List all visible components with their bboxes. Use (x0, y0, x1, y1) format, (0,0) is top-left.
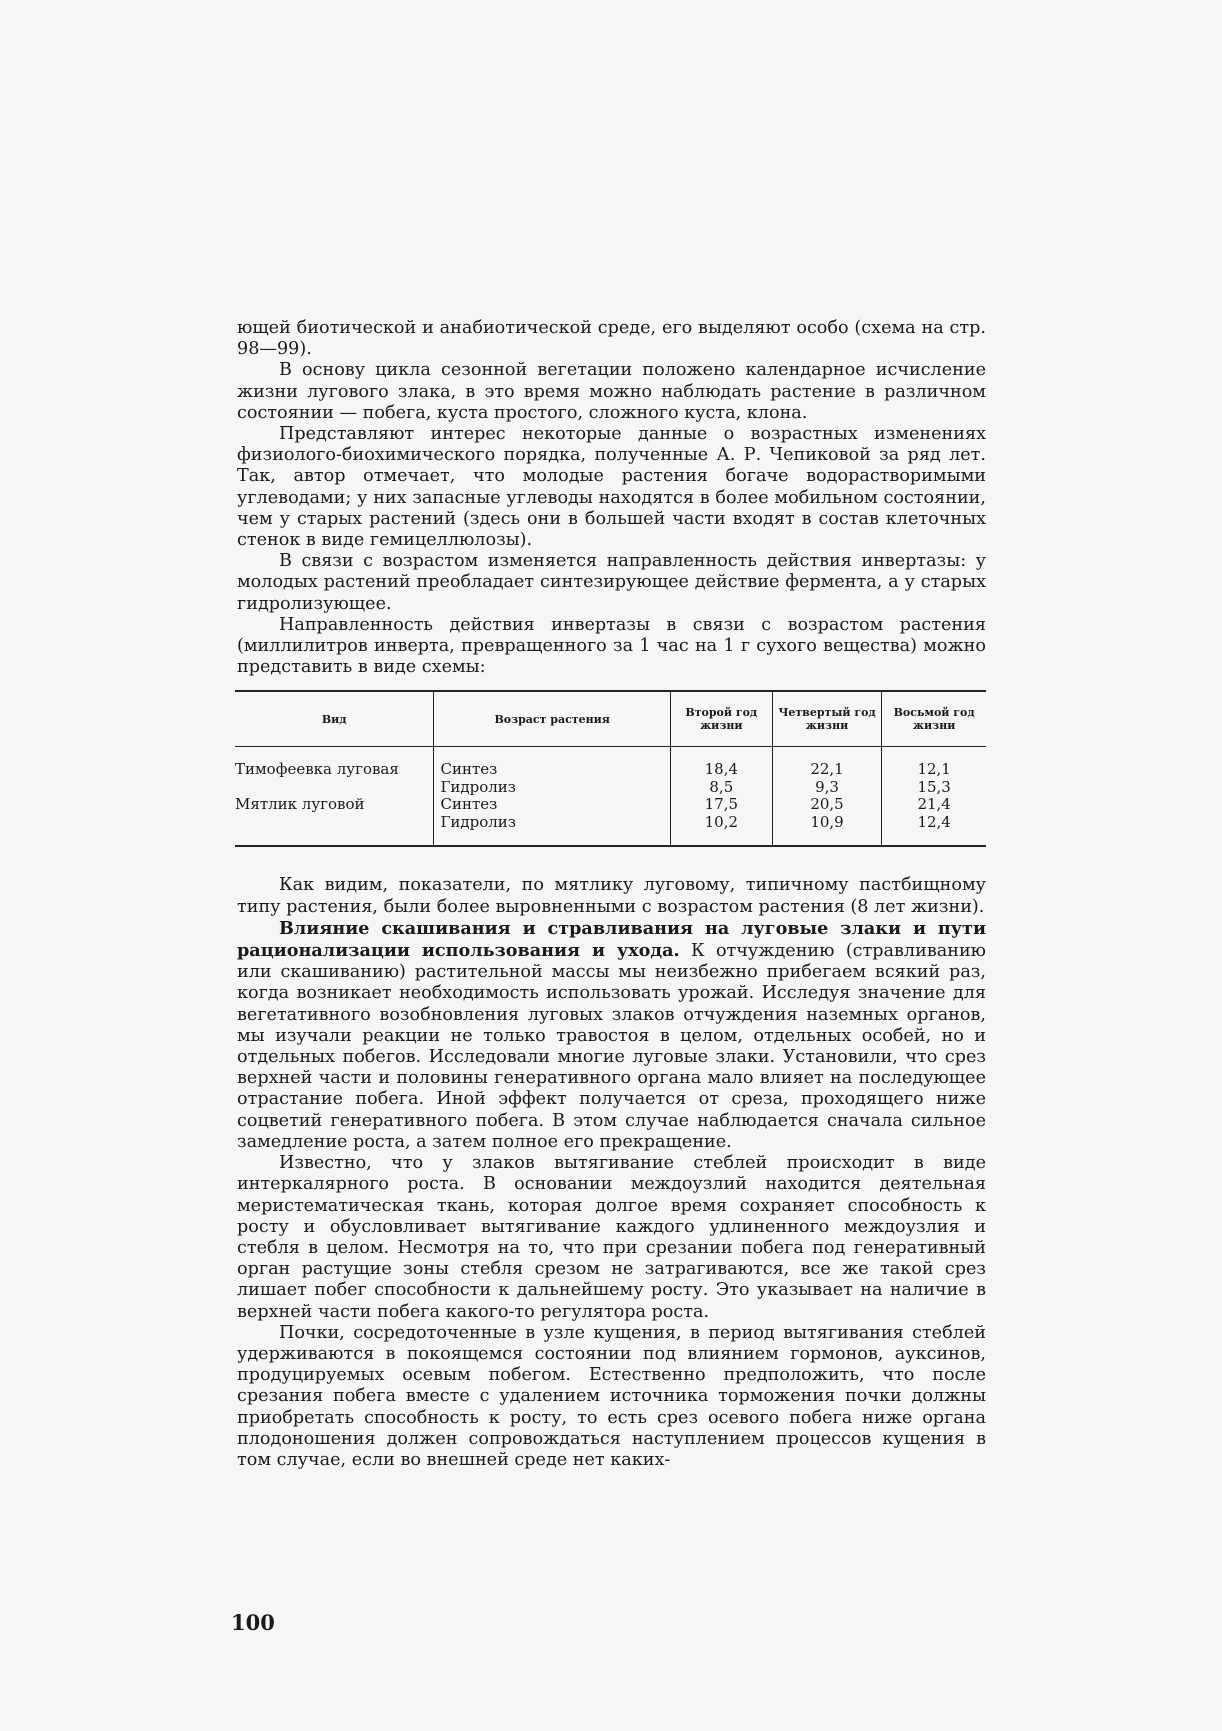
species-cell: Тимофеевка луговая (235, 760, 399, 779)
paragraph-9: Почки, сосредоточенные в узле кущения, в период вытягивания стеблей удерживаются в покоящемся состоянии под влиянием гормонов, ауксинов, продуцируемых осевым побегом. Естественно предположить, что после срезания побега вместе с удалением источника торможения почки должны приобретать способность к росту, то есть срез осевого побега ниже органа плодоношения должен сопровождаться наступлением процессов кущения в том случае, если во внешней среде нет каких- (237, 1322, 986, 1470)
paragraph-3: Представляют интерес некоторые данные о возрастных изменениях физиолого-биохимического порядка, полученные А. Р. Чепиковой за ряд лет. Так, автор отмечает, что молодые растения богаче водорастворимыми углеводами; у них запасные углеводы находятся в более мобильном состоянии, чем у старых растений (здесь они в большей части входят в состав клеточных стенок в виде гемицеллюлозы). (237, 424, 986, 551)
value-cell: 18,4 (704, 760, 739, 779)
header-plant-age: Возраст растения (434, 692, 670, 747)
value-cell: 20,5 (810, 795, 844, 814)
value-cell: 12,1 (917, 760, 951, 779)
species-cell (235, 814, 427, 832)
paragraph-1: ющей биотической и анабиотической среде, его выделяют особо (схема на стр. 98—99). (237, 318, 986, 360)
value-cell: 8,5 (709, 777, 734, 796)
table-row (235, 747, 986, 846)
value-cell: 12,4 (917, 812, 951, 831)
value-cell: 21,4 (917, 795, 951, 814)
header-year-8: Восьмой год жизни (882, 692, 986, 747)
year4-column (772, 747, 882, 846)
value-cell: 9,3 (815, 777, 839, 796)
header-year-2: Второй год жизни (670, 692, 772, 747)
paragraph-2: В основу цикла сезонной вегетации положено календарное исчисление жизни лугового злака, в это время можно наблюдать растение в различном состоянии — побега, куста простого, сложного куста, клона. (237, 360, 986, 423)
process-cell: Гидролиз (440, 777, 516, 796)
header-species: Вид (235, 692, 434, 747)
process-cell: Гидролиз (440, 812, 516, 831)
value-cell: 15,3 (917, 777, 951, 796)
value-cell: 10,2 (704, 812, 739, 831)
paragraph-7 (237, 918, 986, 1153)
species-column (235, 747, 434, 846)
paragraph-4: В связи с возрастом изменяется направленность действия инвертазы: у молодых растений преобладает синтезирующее действие фермента, а у старых гидролизующее. (237, 551, 986, 614)
process-column (434, 747, 670, 846)
value-cell: 22,1 (810, 760, 844, 779)
value-cell: 10,9 (810, 812, 844, 831)
paragraph-8: Известно, что у злаков вытягивание стеблей происходит в виде интеркалярного роста. В основании междоузлий находится деятельная меристематическая ткань, которая долгое время сохраняет способность к росту и обусловливает вытягивание каждого удлиненного междоузлия и стебля в целом. Несмотря на то, что при срезании побега под генеративный орган растущие зоны стебля срезом не затрагиваются, все же такой срез лишает побег способности к дальнейшему росту. Это указывает на наличие в верхней части побега какого-то регулятора роста. (237, 1153, 986, 1322)
section-body: К отчуждению (стравливанию или скашиванию) растительной массы мы неизбежно прибегаем всякий раз, когда возникает необходимость использовать урожай. Исследуя значение для вегетативного возобновления луговых злаков отчуждения наземных органов, мы изучали реакции не только травостоя в целом, отдельных особей, но и отдельных побегов. Исследовали многие луговые злаки. Установили, что срез верхней части и половины генеративного органа мало влияет на последующее отрастание побега. Иной эффект получается от среза, проходящего ниже соцветий генеративного побега. В этом случае наблюдается сначала сильное замедление роста, а затем полное его прекращение. (237, 941, 986, 1152)
value-cell: 17,5 (704, 795, 739, 814)
species-cell: Мятлик луговой (235, 795, 365, 814)
post-table-text (237, 875, 986, 1471)
invertase-table (235, 690, 986, 847)
paragraph-5: Направленность действия инвертазы в связи с возрастом растения (миллилитров инверта, превращенного за 1 час на 1 г сухого вещества) можно представить в виде схемы: (237, 614, 986, 678)
section-heading: Влияние скашивания и стравливания на луговые злаки и пути рационализации использования и ухода. (237, 917, 986, 962)
year8-column (882, 747, 986, 846)
year2-column (670, 747, 772, 846)
page-number: 100 (231, 1610, 275, 1635)
process-cell: Синтез (440, 795, 498, 814)
species-cell (235, 779, 427, 797)
header-year-4: Четвертый год жизни (772, 692, 882, 747)
paragraph-6: Как видим, показатели, по мятлику луговому, типичному пастбищному типу растения, были более выровненными с возрастом растения (8 лет жизни). (237, 875, 986, 917)
table-header-row (235, 692, 986, 747)
process-cell: Синтез (440, 760, 498, 779)
text-body (237, 318, 986, 1471)
